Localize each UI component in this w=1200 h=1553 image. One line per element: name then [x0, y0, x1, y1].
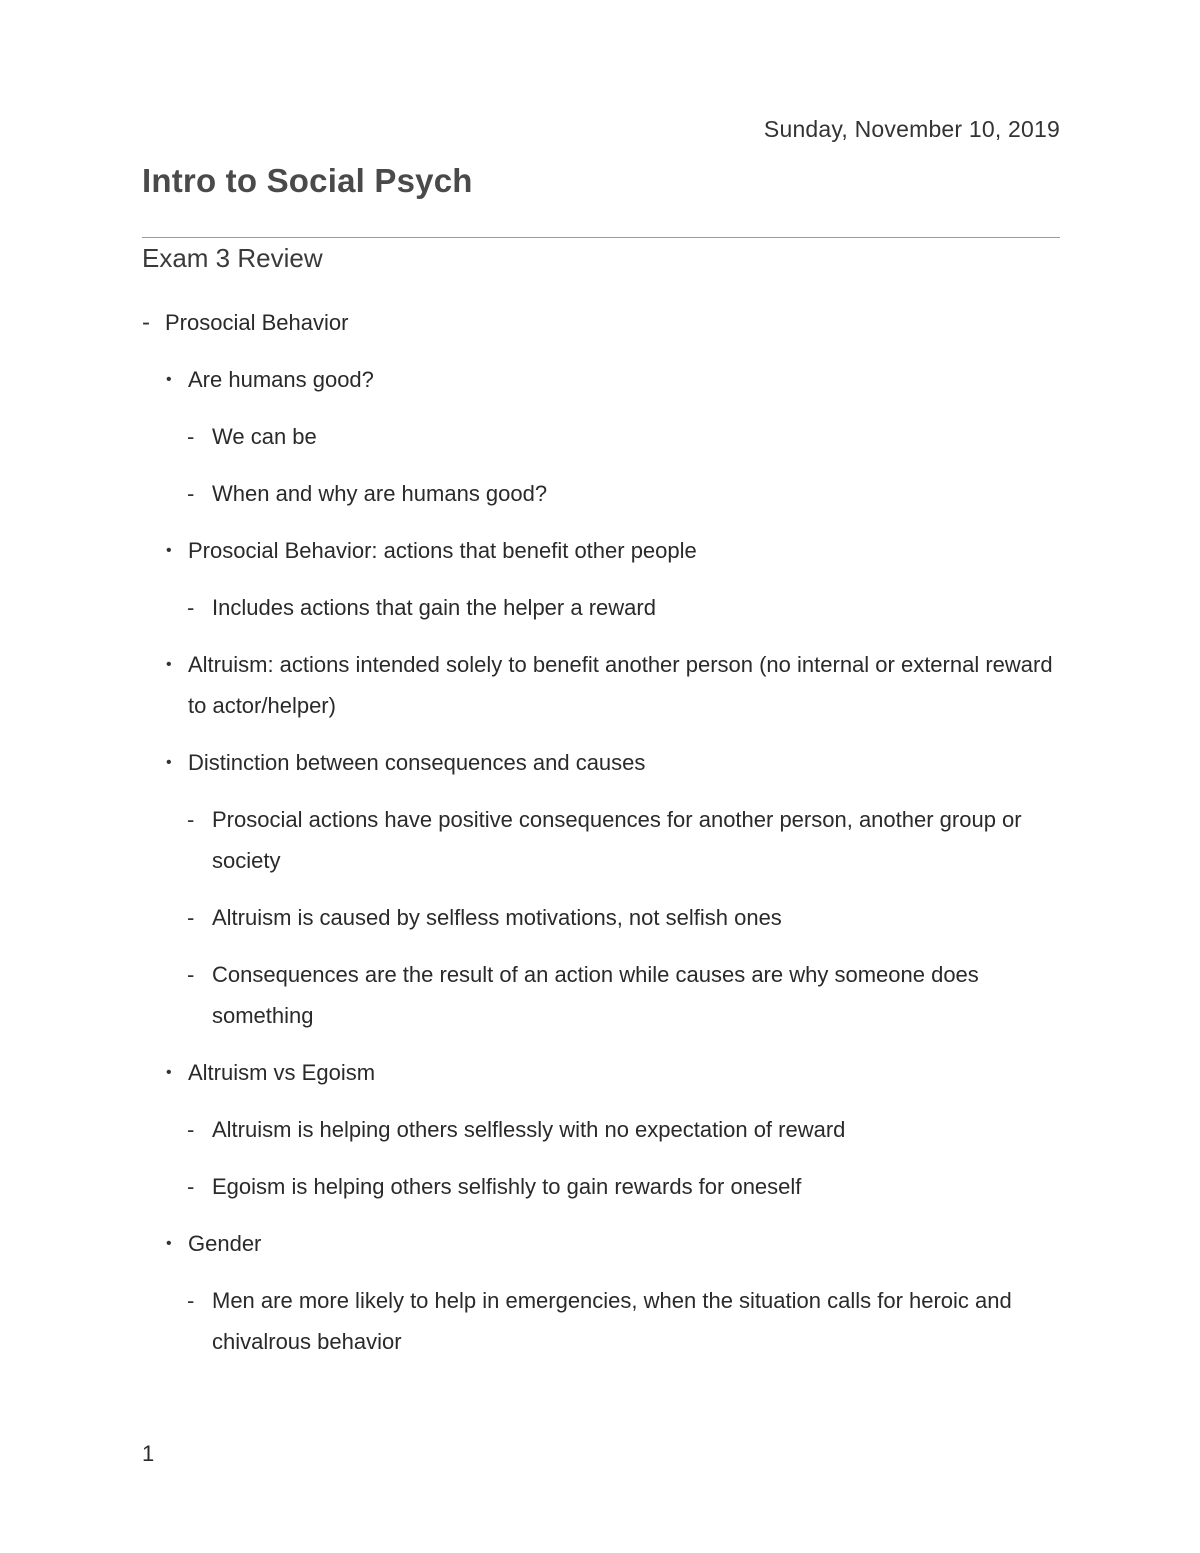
bullet-marker: •	[166, 1064, 172, 1081]
list-item	[0, 1166, 1060, 1207]
list-item-text: Men are more likely to help in emergencies, when the situation calls for heroic and chivalrous behavior	[212, 1288, 1012, 1354]
list-item	[0, 416, 1060, 457]
list-item	[0, 799, 1060, 881]
list-item-text: Altruism is helping others selflessly with no expectation of reward	[212, 1117, 846, 1142]
list-item-text: Are humans good?	[188, 367, 374, 392]
list-item	[0, 1280, 1060, 1362]
list-item-text: Prosocial Behavior	[165, 310, 349, 335]
dash-marker: -	[142, 309, 150, 336]
dash-marker: -	[187, 481, 195, 506]
list-item	[0, 897, 1060, 938]
list-item-text: Gender	[188, 1231, 262, 1256]
list-item-text: Prosocial Behavior: actions that benefit other people	[188, 538, 697, 563]
document-title: Intro to Social Psych	[142, 162, 473, 199]
list-item	[0, 473, 1060, 514]
list-item	[0, 1109, 1060, 1150]
bullet-marker: •	[166, 371, 172, 388]
dash-marker: -	[187, 1117, 195, 1142]
dash-marker: -	[187, 595, 195, 620]
section-heading: Exam 3 Review	[142, 243, 323, 273]
list-item-text: We can be	[212, 424, 317, 449]
bullet-marker: •	[166, 656, 172, 673]
list-item	[0, 954, 1060, 1036]
list-item	[0, 1052, 1060, 1093]
bullet-marker: •	[166, 754, 172, 771]
list-item-text: Includes actions that gain the helper a reward	[212, 595, 656, 620]
dash-marker: -	[187, 424, 195, 449]
list-item-text: Altruism is caused by selfless motivations, not selfish ones	[212, 905, 782, 930]
list-item-text: Consequences are the result of an action while causes are why someone does something	[212, 962, 979, 1028]
dash-marker: -	[187, 905, 195, 930]
list-item	[0, 1223, 1060, 1264]
list-item-text: Prosocial actions have positive consequences for another person, another group or society	[212, 807, 1022, 873]
dash-marker: -	[187, 1174, 195, 1199]
list-item	[0, 359, 1060, 400]
page-number: 1	[142, 1441, 155, 1466]
list-item-text: Distinction between consequences and causes	[188, 750, 646, 775]
dash-marker: -	[187, 962, 195, 987]
bullet-marker: •	[166, 542, 172, 559]
title-divider	[142, 237, 1060, 238]
dash-marker: -	[187, 1288, 195, 1313]
list-item	[0, 742, 1060, 783]
notes-outline	[0, 302, 1200, 1378]
dash-marker: -	[187, 807, 195, 832]
document-date: Sunday, November 10, 2019	[763, 116, 1060, 142]
list-item-text: When and why are humans good?	[212, 481, 548, 506]
list-item	[0, 644, 1060, 726]
list-item-text: Altruism: actions intended solely to benefit another person (no internal or external reward to actor/helper)	[188, 652, 1053, 718]
list-item-text: Altruism vs Egoism	[188, 1060, 376, 1085]
list-item	[0, 530, 1060, 571]
list-item	[0, 587, 1060, 628]
list-item-text: Egoism is helping others selfishly to gain rewards for oneself	[212, 1174, 802, 1199]
list-item	[0, 302, 1060, 343]
bullet-marker: •	[166, 1235, 172, 1252]
